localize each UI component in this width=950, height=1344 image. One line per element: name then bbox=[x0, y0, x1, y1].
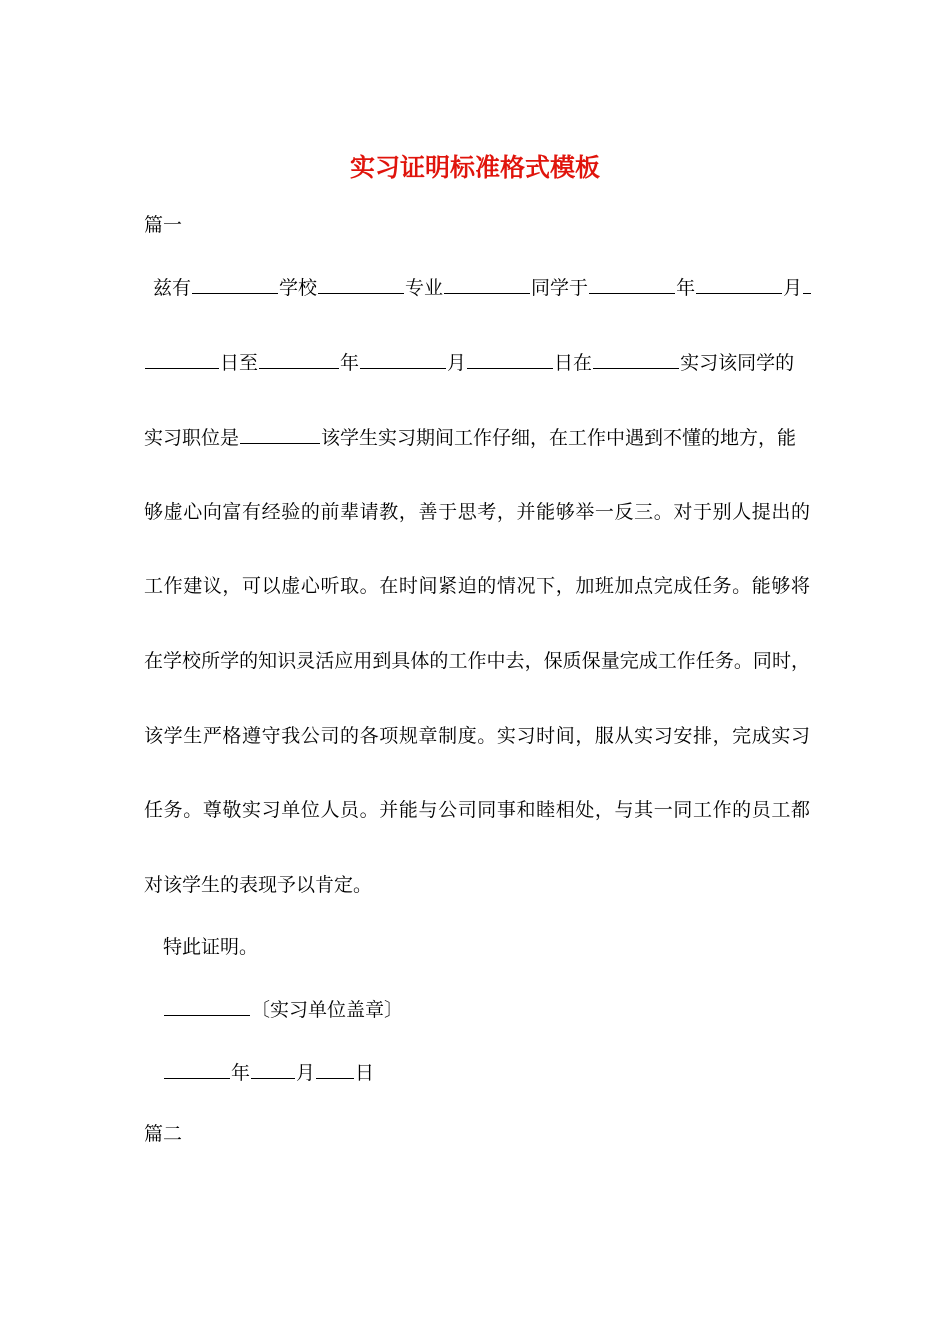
closing-text: 特此证明。 bbox=[163, 936, 259, 958]
body-line: 该学生严格遵守我公司的各项规章制度。实习时间，服从实习安排，完成实习 bbox=[144, 725, 810, 747]
blank-company bbox=[593, 348, 679, 369]
text-segment: 兹有 bbox=[153, 277, 192, 299]
blank-end-month bbox=[360, 348, 446, 369]
fill-in-line-3 bbox=[144, 423, 810, 452]
blank-school bbox=[192, 273, 278, 294]
blank-start-year bbox=[589, 273, 675, 294]
blank-end-day bbox=[467, 348, 553, 369]
text-segment: 日至 bbox=[220, 352, 259, 374]
section-heading-2: 篇二 bbox=[144, 1123, 183, 1145]
body-line: 任务。尊敬实习单位人员。并能与公司同事和睦相处，与其一同工作的员工都 bbox=[144, 799, 810, 821]
blank-day bbox=[316, 1058, 354, 1079]
body-line: 工作建议，可以虚心听取。在时间紧迫的情况下，加班加点完成任务。能够将 bbox=[144, 575, 810, 597]
blank-student bbox=[444, 273, 530, 294]
blank-end-year bbox=[259, 348, 339, 369]
text-segment: 年 bbox=[676, 277, 696, 299]
text-segment: 同学于 bbox=[531, 277, 589, 299]
blank-major bbox=[318, 273, 404, 294]
text-segment: 月 bbox=[447, 352, 467, 374]
text-segment: 年 bbox=[340, 352, 360, 374]
fill-in-line-2 bbox=[144, 348, 810, 377]
blank-year bbox=[164, 1058, 230, 1079]
date-line bbox=[163, 1058, 374, 1087]
fill-in-line-1 bbox=[153, 273, 813, 302]
blank-start-day-cont bbox=[145, 348, 219, 369]
blank-start-day bbox=[803, 273, 811, 294]
blank-month bbox=[251, 1058, 295, 1079]
stamp-label: 〔实习单位盖章〕 bbox=[251, 999, 404, 1021]
text-segment: 年 bbox=[231, 1062, 251, 1084]
text-segment: 日在 bbox=[554, 352, 593, 374]
body-line: 对该学生的表现予以肯定。 bbox=[144, 874, 373, 896]
blank-signature bbox=[164, 995, 250, 1016]
document-title: 实习证明标准格式模板 bbox=[349, 153, 600, 182]
text-segment: 专业 bbox=[405, 277, 444, 299]
text-segment: 实习职位是 bbox=[144, 427, 240, 449]
stamp-line bbox=[163, 995, 403, 1024]
body-line: 在学校所学的知识灵活应用到具体的工作中去，保质保量完成工作任务。同时， bbox=[144, 650, 810, 672]
text-segment: 月 bbox=[783, 277, 803, 299]
text-segment: 日 bbox=[355, 1062, 375, 1084]
blank-position bbox=[240, 423, 320, 444]
blank-start-month bbox=[696, 273, 782, 294]
section-heading-1: 篇一 bbox=[144, 214, 183, 236]
text-segment: 学校 bbox=[279, 277, 318, 299]
text-segment: 月 bbox=[296, 1062, 316, 1084]
body-line: 够虚心向富有经验的前辈请教，善于思考，并能够举一反三。对于别人提出的 bbox=[144, 501, 810, 523]
text-segment: 该学生实习期间工作仔细，在工作中遇到不懂的地方，能 bbox=[321, 427, 797, 449]
text-segment: 实习该同学的 bbox=[680, 352, 795, 374]
